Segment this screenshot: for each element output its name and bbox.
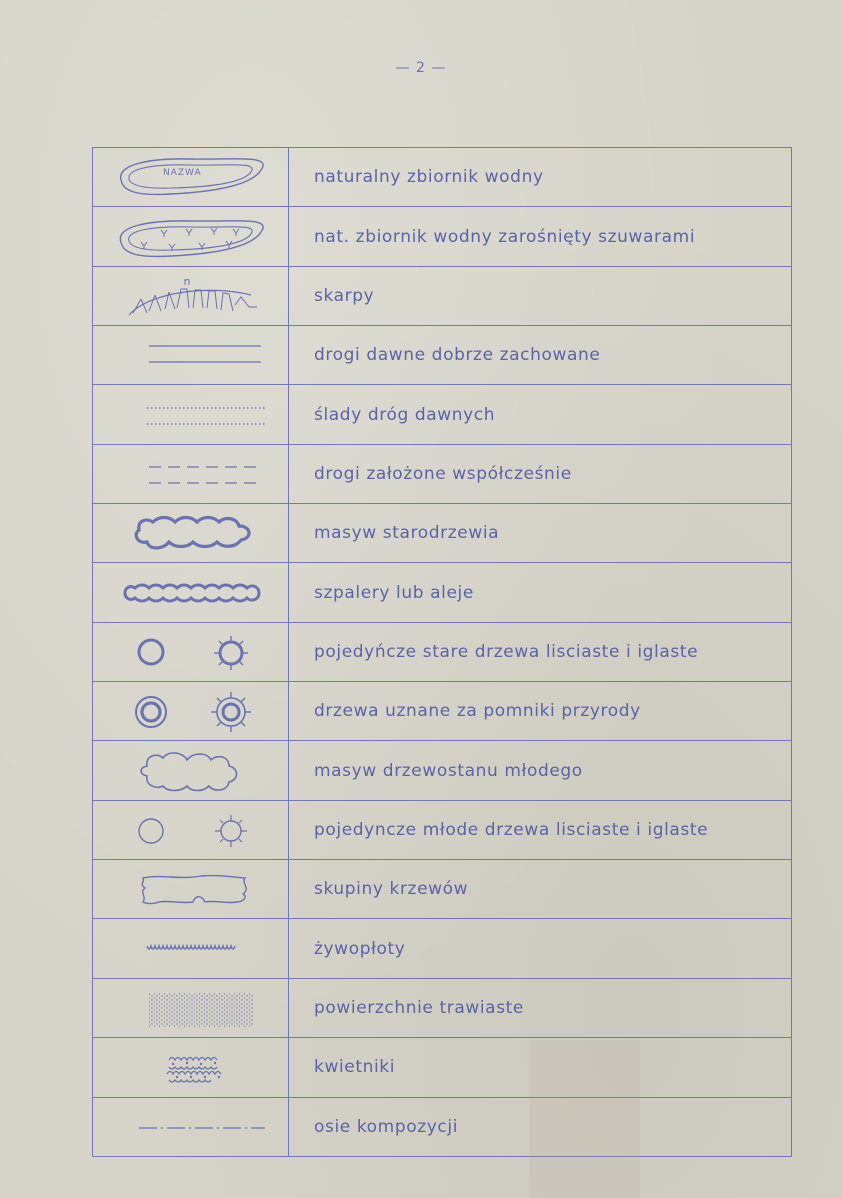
legend-row (93, 504, 792, 563)
legend-label: skupiny krzewów (289, 860, 792, 919)
legend-symbol-cell (93, 444, 289, 503)
legend-symbol-cell (93, 860, 289, 919)
tree-rows-icon (111, 568, 271, 618)
legend-label: kwietniki (289, 1038, 792, 1097)
legend-symbol-cell (93, 919, 289, 978)
legend-row (93, 385, 792, 444)
legend-symbol-cell (93, 1038, 289, 1097)
monument-trees-icon (111, 686, 271, 736)
young-tree-mass-icon (111, 746, 271, 796)
legend-symbol-cell (93, 622, 289, 681)
legend-label: osie kompozycji (289, 1097, 792, 1157)
legend-row (93, 444, 792, 503)
old-roads-preserved-icon (111, 330, 271, 380)
legend-symbol-cell (93, 385, 289, 444)
legend-symbol-cell (93, 207, 289, 266)
legend-label: pojedyńcze stare drzewa lisciaste i iglaste (289, 622, 792, 681)
legend-symbol-cell (93, 563, 289, 622)
single-young-trees-icon (111, 805, 271, 855)
legend-row (93, 978, 792, 1037)
legend-symbol-cell (93, 1097, 289, 1157)
legend-symbol-cell (93, 326, 289, 385)
legend-row (93, 326, 792, 385)
legend-symbol-cell (93, 148, 289, 207)
legend-label: naturalny zbiornik wodny (289, 148, 792, 207)
embankment-icon (111, 271, 271, 321)
legend-label: ślady dróg dawnych (289, 385, 792, 444)
legend-label: drogi założone współcześnie (289, 444, 792, 503)
old-road-traces-icon (111, 390, 271, 440)
legend-row (93, 266, 792, 325)
single-old-trees-icon (111, 627, 271, 677)
legend-label: drogi dawne dobrze zachowane (289, 326, 792, 385)
old-tree-mass-icon (111, 508, 271, 558)
legend-symbol-cell (93, 978, 289, 1037)
legend-label: pojedyncze młode drzewa lisciaste i iglaste (289, 800, 792, 859)
legend-row (93, 860, 792, 919)
legend-label: nat. zbiornik wodny zarośnięty szuwarami (289, 207, 792, 266)
legend-row (93, 741, 792, 800)
flower-beds-icon (111, 1042, 271, 1092)
legend-label: masyw drzewostanu młodego (289, 741, 792, 800)
legend-label: szpalery lub aleje (289, 563, 792, 622)
legend-row (93, 800, 792, 859)
shrub-groups-icon (111, 864, 271, 914)
legend-table (92, 147, 792, 1157)
legend-symbol-cell (93, 741, 289, 800)
legend-row (93, 682, 792, 741)
legend-symbol-cell (93, 800, 289, 859)
grass-areas-icon (111, 983, 271, 1033)
legend-row (93, 148, 792, 207)
legend-symbol-cell (93, 682, 289, 741)
legend-row (93, 207, 792, 266)
legend-row (93, 622, 792, 681)
legend-label: drzewa uznane za pomniki przyrody (289, 682, 792, 741)
composition-axes-icon (111, 1102, 271, 1152)
legend-row (93, 563, 792, 622)
legend-symbol-cell (93, 504, 289, 563)
legend-label: skarpy (289, 266, 792, 325)
page-number: — 2 — (395, 60, 447, 76)
natural-water-body-icon (111, 152, 271, 202)
water-name-text: NAZWA (162, 168, 202, 179)
paper-stain (530, 1040, 640, 1198)
reed-water-body-icon (111, 212, 271, 262)
legend-row (93, 1097, 792, 1157)
legend-row (93, 919, 792, 978)
legend-row (93, 1038, 792, 1097)
legend-symbol-cell (93, 266, 289, 325)
legend-label: masyw starodrzewia (289, 504, 792, 563)
hedges-icon (111, 924, 271, 974)
modern-roads-icon (111, 449, 271, 499)
legend-label: żywopłoty (289, 919, 792, 978)
legend-label: powierzchnie trawiaste (289, 978, 792, 1037)
